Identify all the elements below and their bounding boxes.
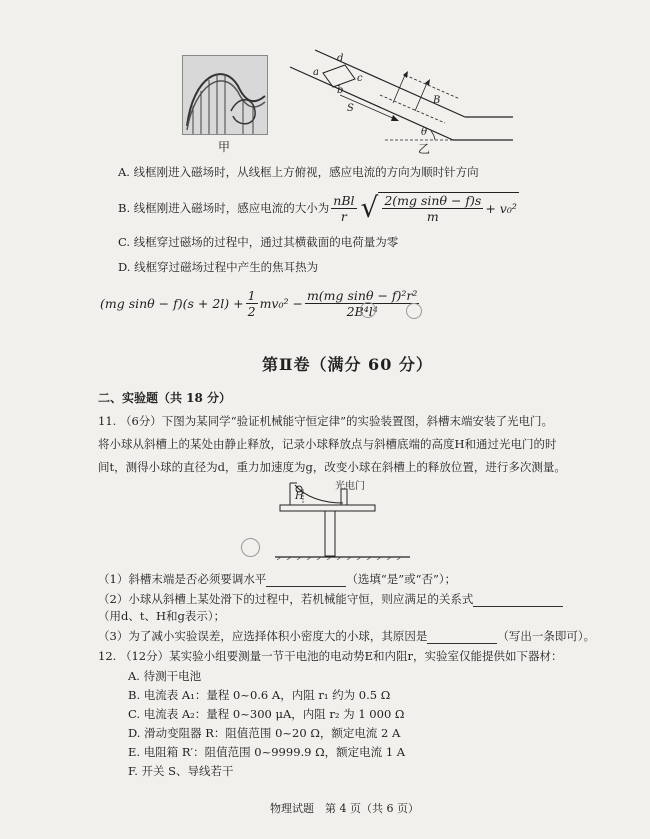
page-footer: 物理试题 第 4 页（共 6 页） xyxy=(270,802,419,815)
diagram-label-b: b xyxy=(337,85,344,96)
q12-item: F. 开关 S、导线若干 xyxy=(128,764,234,778)
option-b-fraction: $\frac{\text{nBl}}{r}$ xyxy=(333,192,355,224)
q11-sub1: （1）斜槽末端是否必须要调水平 （选填“是”或“否”）； xyxy=(98,572,457,586)
q11-sub2: （2）小球从斜槽上某处滑下的过程中，若机械能守恒，则应满足的关系式 xyxy=(98,591,563,607)
roller-coaster-photo xyxy=(182,55,268,135)
apparatus-figure xyxy=(275,475,410,560)
diagram-label-c: c xyxy=(357,73,363,84)
option-d-formula: (mg sinθ − f)(s + 2l) + $\frac{1}{2}$ mv₀² − $\frac{\text{m(mg sinθ − f)²r²}}{\text{2B⁴l⁴}}$ xyxy=(100,288,418,319)
scan-mark-circle xyxy=(360,302,376,318)
answer-blank[interactable] xyxy=(473,593,563,607)
option-b-text: B. 线框刚进入磁场时，感应电流的大小为 xyxy=(118,201,330,215)
figure-label-yi: 乙 xyxy=(418,142,431,156)
sqrt-sign: √ xyxy=(360,191,379,224)
diagram-label-d: d xyxy=(337,53,344,64)
q11-sub2-cont: （用d、t、H和g表示）； xyxy=(98,609,226,623)
q12-item: D. 滑动变阻器 R：阻值范围 0~20 Ω，额定电流 2 A xyxy=(128,726,401,740)
q12-item: C. 电流表 A₂：量程 0~300 μA，内阻 r₂ 为 1 000 Ω xyxy=(128,707,405,721)
scan-mark-circle xyxy=(241,538,260,557)
q11-line1: 11. （6分）下图为某同学“验证机械能守恒定律”的实验装置图，斜槽末端安装了光电门。 xyxy=(98,414,554,428)
diagram-label-s: S xyxy=(347,103,354,114)
q11-line3: 间t，测得小球的直径为d，重力加速度为g，改变小球在斜槽上的释放位置，进行多次测量。 xyxy=(98,460,566,474)
apparatus-label-h: H xyxy=(295,491,304,502)
answer-blank[interactable] xyxy=(427,630,497,644)
option-a: A. 线框刚进入磁场时，从线框上方俯视，感应电流的方向为顺时针方向 xyxy=(118,165,479,179)
diagram-label-a: a xyxy=(313,67,319,78)
option-b xyxy=(118,192,519,224)
diagram-label-theta: θ xyxy=(421,127,428,138)
option-b-radicand: $\frac{\text{2(mg sinθ − f)s}}{m}$ + v₀² xyxy=(378,192,519,224)
q12-item: B. 电流表 A₁：量程 0~0.6 A，内阻 r₁ 约为 0.5 Ω xyxy=(128,688,391,702)
q12-intro: 12. （12分）某实验小组要测量一节干电池的电动势E和内阻r，实验室仅能提供如下器材： xyxy=(98,649,563,663)
section-title: 二、实验题（共 18 分） xyxy=(98,391,232,405)
q12-item: A. 待测干电池 xyxy=(128,669,202,683)
q11-line2: 将小球从斜槽上的某处由静止释放，记录小球释放点与斜槽底端的高度H和通过光电门的时 xyxy=(98,437,557,451)
apparatus-label-photogate: 光电门 xyxy=(335,481,365,492)
option-d: D. 线框穿过磁场过程中产生的焦耳热为 xyxy=(118,260,319,274)
option-c: C. 线框穿过磁场的过程中，通过其横截面的电荷量为零 xyxy=(118,235,399,249)
figure-label-jia: 甲 xyxy=(218,140,231,154)
incline-magnetic-field-diagram xyxy=(285,45,515,145)
part2-title: 第Ⅱ卷（满分 60 分） xyxy=(262,355,433,374)
q12-item: E. 电阻箱 R′：阻值范围 0~9999.9 Ω，额定电流 1 A xyxy=(128,745,406,759)
answer-blank[interactable] xyxy=(266,573,346,587)
diagram-label-b-field: B xyxy=(433,95,441,106)
scan-mark-circle xyxy=(406,303,422,319)
q11-sub3: （3）为了减小实验误差，应选择体积小密度大的小球，其原因是 （写出一条即可）。 xyxy=(98,629,596,643)
